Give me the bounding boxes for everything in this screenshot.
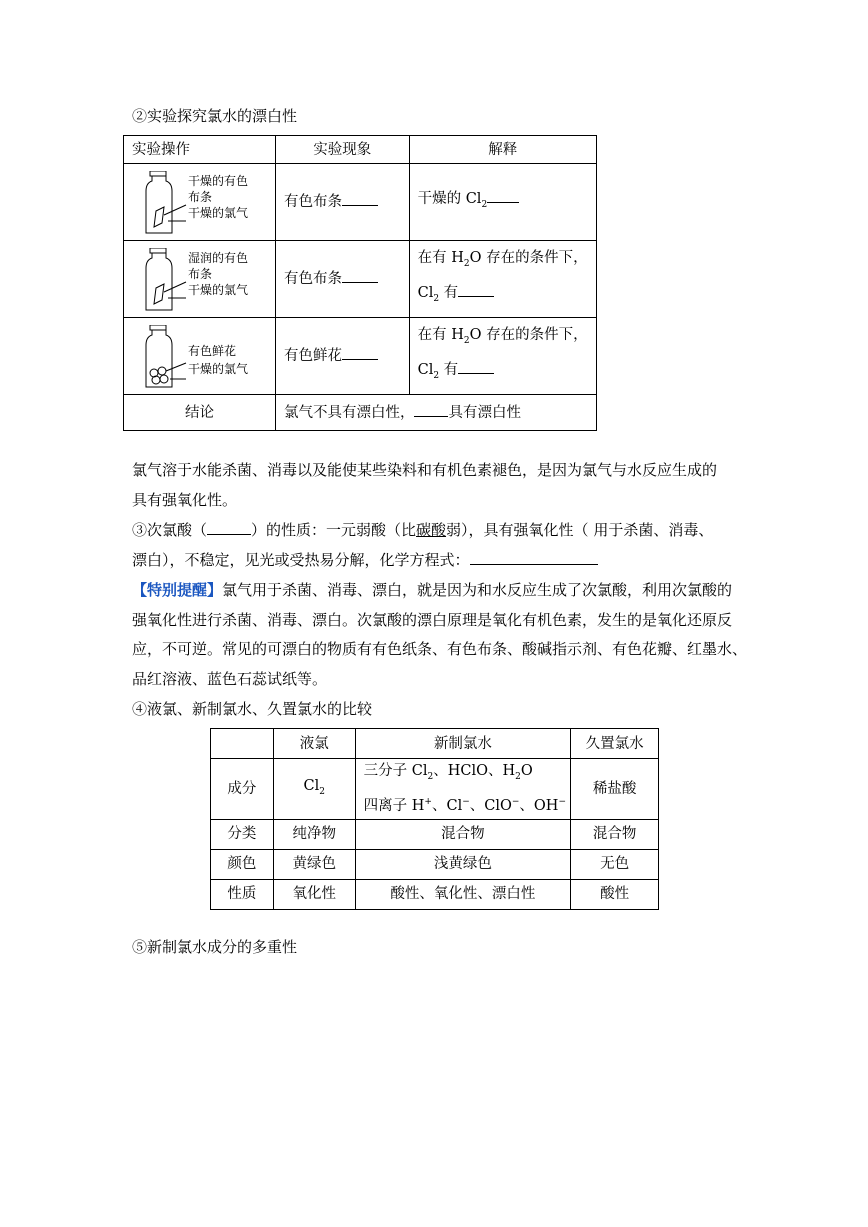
phenomenon-cell: 有色布条 [275,241,409,318]
section-3-line-1: ③次氯酸（ ）的性质：一元弱酸（比碳酸弱），具有强氧化性（ 用于杀菌、消毒、 [132,521,714,539]
phenomenon-cell: 有色布条 [275,164,409,241]
explanation-cell: 在有 $H_2O$ 存在的条件下， $Cl_2$ 有 [409,318,596,395]
figure-label: 干燥的有色 [188,174,249,188]
row-label: 性质 [211,879,274,909]
header-fresh-chlorine-water: 新制氯水 [355,729,571,759]
chlorine-water-comparison-table [210,728,659,910]
conclusion-label: 结论 [124,395,276,431]
row-label: 成分 [211,759,274,820]
table-cell: 纯净物 [273,819,355,849]
bleaching-experiment-table [123,135,597,431]
tip-line: 【特别提醒】氯气用于杀菌、消毒、漂白，就是因为和水反应生成了次氯酸，利用次氯酸的 [132,581,733,599]
experiment-figure-dry-cloth [124,164,276,241]
table-cell: $Cl_2$ [273,759,355,820]
explanation-cell: 干燥的 $Cl_2$ [409,164,596,241]
tip-line: 品红溶液、蓝色石蕊试纸等。 [132,670,328,688]
table-cell: 混合物 [571,819,659,849]
tip-line: 强氧化性进行杀菌、消毒、漂白。次氯酸的漂白原理是氧化有机色素，发生的是氧化还原反 [132,611,733,629]
header-operation: 实验操作 [124,136,276,164]
section-5-title: ⑤新制氯水成分的多重性 [132,938,298,956]
row-label: 颜色 [211,849,274,879]
row-label: 分类 [211,819,274,849]
special-reminder-label: 【特别提醒】 [132,581,223,599]
figure-label: 干燥的氯气 [188,283,249,297]
section-4-title: ④液氯、新制氯水、久置氯水的比较 [132,700,373,718]
figure-label: 有色鲜花 [188,344,237,358]
paragraph-line: 氯气溶于水能杀菌、消毒以及能使某些染料和有机色素褪色，是因为氯气与水反应生成的 [132,461,718,479]
header-phenomenon: 实验现象 [275,136,409,164]
experiment-figure-flower [124,318,276,395]
figure-label: 湿润的有色 [188,251,249,265]
section-3-line-2: 漂白），不稳定，见光或受热易分解，化学方程式： [132,550,742,570]
tip-line: 应，不可逆。常见的可漂白的物质有有色纸条、有色布条、酸碱指示剂、有色花瓣、红墨水、 [132,640,748,658]
table-cell: 酸性 [571,879,659,909]
header-aged-chlorine-water: 久置氯水 [571,729,659,759]
table-cell: 酸性、氧化性、漂白性 [355,879,571,909]
figure-label: 干燥的氯气 [188,362,249,376]
header-liquid-chlorine: 液氯 [273,729,355,759]
header-explanation: 解释 [409,136,596,164]
experiment-figure-wet-cloth [124,241,276,318]
table-cell: 三分子 $Cl_2$、HClO、$H_2O$ 四离子 H+、Cl−、ClO−、OH− [355,759,571,820]
figure-label: 布条 [188,190,213,204]
section-2-title: ②实验探究氯水的漂白性 [132,107,298,125]
gas-jar-icon [144,325,188,391]
table-cell: 氧化性 [273,879,355,909]
table-cell: 无色 [571,849,659,879]
conclusion-cell: 氯气不具有漂白性， 具有漂白性 [275,395,596,431]
table-cell: 稀盐酸 [571,759,659,820]
figure-label: 布条 [188,267,213,281]
corner-cell [211,729,274,759]
phenomenon-cell: 有色鲜花 [275,318,409,395]
table-cell: 浅黄绿色 [355,849,571,879]
explanation-cell: 在有 $H_2O$ 存在的条件下， $Cl_2$ 有 [409,241,596,318]
table-cell: 黄绿色 [273,849,355,879]
table-cell: 混合物 [355,819,571,849]
figure-label: 干燥的氯气 [188,206,249,220]
gas-jar-icon [144,248,188,314]
gas-jar-icon [144,171,188,237]
paragraph-line: 具有强氧化性。 [132,491,238,509]
